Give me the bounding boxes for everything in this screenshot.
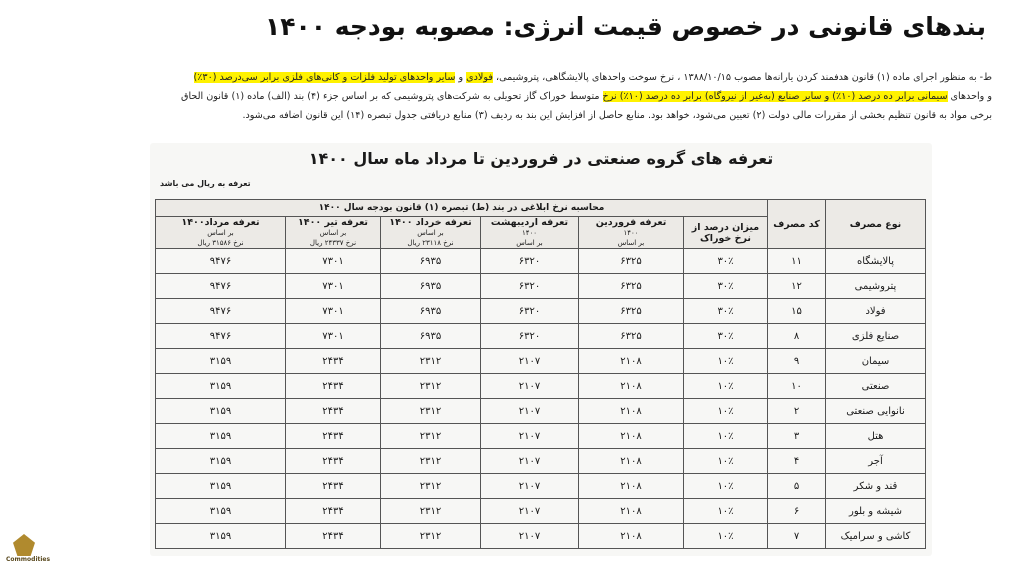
cell-percent: ۳۰٪: [684, 249, 768, 274]
cell-khordad: ۲۳۱۲: [381, 399, 481, 424]
cell-mordad: ۳۱۵۹: [156, 524, 286, 549]
cell-type: سیمان: [826, 349, 926, 374]
cell-farvardin: ۲۱۰۸: [579, 499, 684, 524]
header-tir-label: تعرفه تیر ۱۴۰۰: [298, 217, 368, 228]
commodities-logo: [6, 534, 51, 572]
tariff-table-image: [150, 143, 932, 556]
cell-ordibehesht: ۲۱۰۷: [481, 499, 579, 524]
table-row: [156, 374, 926, 399]
table-row: [156, 424, 926, 449]
law-paragraph: [14, 68, 992, 125]
cell-mordad: ۳۱۵۹: [156, 449, 286, 474]
logo-text: Commodities: [6, 556, 51, 563]
cell-khordad: ۲۳۱۲: [381, 424, 481, 449]
cell-code: ۷: [768, 524, 826, 549]
cell-ordibehesht: ۶۳۲۰: [481, 324, 579, 349]
cell-khordad: ۲۳۱۲: [381, 499, 481, 524]
header-khordad-sub: بر اساس: [417, 229, 444, 237]
cell-khordad: ۲۳۱۲: [381, 524, 481, 549]
cell-percent: ۱۰٪: [684, 449, 768, 474]
highlighted-text: سیمانی برابر ده درصد (۱۰٪) و سایر صنایع (به‌غیر از نیروگاه) برابر ده درصد (۱۰٪) نرخ: [602, 91, 948, 102]
cell-percent: ۱۰٪: [684, 524, 768, 549]
cell-farvardin: ۶۳۲۵: [579, 324, 684, 349]
cell-code: ۱۱: [768, 249, 826, 274]
cell-ordibehesht: ۲۱۰۷: [481, 399, 579, 424]
cell-code: ۶: [768, 499, 826, 524]
cell-percent: ۳۰٪: [684, 324, 768, 349]
cell-khordad: ۲۳۱۲: [381, 474, 481, 499]
cell-ordibehesht: ۲۱۰۷: [481, 349, 579, 374]
cell-mordad: ۹۴۷۶: [156, 249, 286, 274]
cell-mordad: ۳۱۵۹: [156, 349, 286, 374]
paragraph-text: متوسط خوراک گاز تحویلی به شرکت‌های پتروشیمی که بر اساس جزء (۴) بند (الف) ماده (۱) قانون الحاق: [181, 91, 603, 102]
cell-tir: ۲۴۳۴: [286, 399, 381, 424]
currency-note: تعرفه به ریال می باشد: [160, 179, 251, 188]
group-header: محاسبه نرخ ابلاغی در بند (ط) تبصره (۱) قانون بودجه سال ۱۴۰۰: [156, 200, 768, 217]
cell-tir: ۲۴۳۴: [286, 474, 381, 499]
cell-ordibehesht: ۲۱۰۷: [481, 474, 579, 499]
header-percent: میزان درصد از نرخ خوراک: [684, 217, 768, 249]
cell-ordibehesht: ۶۳۲۰: [481, 274, 579, 299]
cell-farvardin: ۶۳۲۵: [579, 274, 684, 299]
cell-mordad: ۳۱۵۹: [156, 499, 286, 524]
table-row: [156, 349, 926, 374]
table-row: [156, 474, 926, 499]
cell-tir: ۷۳۰۱: [286, 249, 381, 274]
cell-type: فولاد: [826, 299, 926, 324]
tariff-table-body: [156, 249, 926, 549]
cell-farvardin: ۶۳۲۵: [579, 249, 684, 274]
header-mordad-sub: بر اساس: [207, 229, 234, 237]
cell-code: ۱۲: [768, 274, 826, 299]
header-ordibehesht-label: تعرفه اردیبهشت: [490, 217, 569, 228]
table-row: [156, 449, 926, 474]
cell-percent: ۱۰٪: [684, 424, 768, 449]
cell-farvardin: ۶۳۲۵: [579, 299, 684, 324]
cell-type: صنایع فلزی: [826, 324, 926, 349]
paragraph-text: و واحدهای: [947, 91, 992, 102]
header-mordad-label: تعرفه مرداد۱۴۰۰: [181, 217, 260, 228]
table-row: [156, 524, 926, 549]
table-row: [156, 249, 926, 274]
cell-tir: ۷۳۰۱: [286, 274, 381, 299]
table-row: [156, 324, 926, 349]
cell-percent: ۱۰٪: [684, 349, 768, 374]
cell-code: ۸: [768, 324, 826, 349]
header-farvardin: [579, 217, 684, 249]
header-tir: [286, 217, 381, 249]
cell-farvardin: ۲۱۰۸: [579, 474, 684, 499]
paragraph-line-2: [14, 87, 992, 106]
header-khordad: [381, 217, 481, 249]
table-row: [156, 399, 926, 424]
cell-code: ۴: [768, 449, 826, 474]
cell-khordad: ۶۹۳۵: [381, 299, 481, 324]
paragraph-text: و: [455, 72, 467, 83]
cell-type: صنعتی: [826, 374, 926, 399]
cell-farvardin: ۲۱۰۸: [579, 374, 684, 399]
cell-code: ۵: [768, 474, 826, 499]
cell-ordibehesht: ۲۱۰۷: [481, 524, 579, 549]
header-tir-sub2: نرخ ۲۴۳۳۷ ریال: [309, 239, 357, 247]
cell-type: آجر: [826, 449, 926, 474]
cell-type: نانوایی صنعتی: [826, 399, 926, 424]
cell-percent: ۱۰٪: [684, 399, 768, 424]
cell-type: پالایشگاه: [826, 249, 926, 274]
cell-farvardin: ۲۱۰۸: [579, 424, 684, 449]
cell-tir: ۲۴۳۴: [286, 449, 381, 474]
cell-farvardin: ۲۱۰۸: [579, 449, 684, 474]
cell-khordad: ۶۹۳۵: [381, 274, 481, 299]
cell-type: قند و شکر: [826, 474, 926, 499]
cell-mordad: ۳۱۵۹: [156, 374, 286, 399]
cell-ordibehesht: ۲۱۰۷: [481, 374, 579, 399]
cell-khordad: ۲۳۱۲: [381, 374, 481, 399]
header-farvardin-sub2: بر اساس: [617, 239, 645, 247]
header-mordad: [156, 217, 286, 249]
cell-percent: ۱۰٪: [684, 374, 768, 399]
tariff-table: [155, 199, 926, 549]
cell-tir: ۷۳۰۱: [286, 324, 381, 349]
cell-tir: ۲۴۳۴: [286, 524, 381, 549]
commodities-logo-icon: [13, 534, 35, 556]
cell-percent: ۱۰٪: [684, 474, 768, 499]
cell-khordad: ۶۹۳۵: [381, 324, 481, 349]
cell-farvardin: ۲۱۰۸: [579, 524, 684, 549]
cell-ordibehesht: ۲۱۰۷: [481, 449, 579, 474]
highlighted-text: فولادی: [466, 72, 493, 83]
paragraph-line-3: [14, 106, 992, 125]
cell-mordad: ۹۴۷۶: [156, 324, 286, 349]
paragraph-line-1: [14, 68, 992, 87]
cell-code: ۱۰: [768, 374, 826, 399]
cell-farvardin: ۲۱۰۸: [579, 399, 684, 424]
header-farvardin-sub: ۱۴۰۰: [623, 229, 639, 237]
paragraph-text: برخی مواد به قانون تنظیم بخشی از مقررات مالی دولت (۲) تعیین می‌شود، خواهد بود. منابع حاصل از افزایش این بند به ردیف (۳) منابع دریافتی جدول تبصره (۱۴) این قانون اضافه می‌شود.: [242, 110, 992, 121]
cell-tir: ۲۴۳۴: [286, 424, 381, 449]
cell-tir: ۲۴۳۴: [286, 374, 381, 399]
cell-code: ۱۵: [768, 299, 826, 324]
header-ordibehesht: [481, 217, 579, 249]
cell-mordad: ۹۴۷۶: [156, 299, 286, 324]
table-title: تعرفه های گروه صنعتی در فروردین تا مرداد ماه سال ۱۴۰۰: [308, 149, 774, 168]
cell-percent: ۳۰٪: [684, 274, 768, 299]
cell-code: ۳: [768, 424, 826, 449]
cell-type: پتروشیمی: [826, 274, 926, 299]
header-tir-sub: بر اساس: [319, 229, 347, 237]
cell-code: ۲: [768, 399, 826, 424]
table-row: [156, 299, 926, 324]
header-code: کد مصرف: [768, 200, 826, 249]
header-type: نوع مصرف: [826, 200, 926, 249]
table-row: [156, 499, 926, 524]
cell-percent: ۳۰٪: [684, 299, 768, 324]
header-ordibehesht-sub: ۱۴۰۰: [521, 229, 538, 237]
cell-mordad: ۳۱۵۹: [156, 399, 286, 424]
cell-tir: ۷۳۰۱: [286, 299, 381, 324]
cell-type: کاشی و سرامیک: [826, 524, 926, 549]
cell-type: هتل: [826, 424, 926, 449]
cell-khordad: ۲۳۱۲: [381, 349, 481, 374]
header-ordibehesht-sub2: بر اساس: [516, 239, 543, 247]
highlighted-text: سایر واحدهای تولید فلزات و کانی‌های فلزی برابر سی‌درصد (۳۰٪): [193, 72, 456, 83]
cell-mordad: ۳۱۵۹: [156, 424, 286, 449]
header-farvardin-label: تعرفه فروردین: [595, 217, 667, 228]
cell-ordibehesht: ۲۱۰۷: [481, 424, 579, 449]
cell-ordibehesht: ۶۳۲۰: [481, 249, 579, 274]
cell-khordad: ۶۹۳۵: [381, 249, 481, 274]
cell-farvardin: ۲۱۰۸: [579, 349, 684, 374]
header-mordad-sub2: نرخ ۳۱۵۸۶ ریال: [197, 239, 244, 247]
cell-tir: ۲۴۳۴: [286, 499, 381, 524]
cell-tir: ۲۴۳۴: [286, 349, 381, 374]
cell-type: شیشه و بلور: [826, 499, 926, 524]
cell-khordad: ۲۳۱۲: [381, 449, 481, 474]
header-khordad-sub2: نرخ ۲۳۱۱۸ ریال: [407, 239, 454, 247]
cell-mordad: ۳۱۵۹: [156, 474, 286, 499]
table-row: [156, 274, 926, 299]
cell-ordibehesht: ۶۳۲۰: [481, 299, 579, 324]
header-khordad-label: تعرفه خرداد ۱۴۰۰: [389, 217, 472, 228]
slide-title: بندهای قانونی در خصوص قیمت انرژی: مصوبه بودجه ۱۴۰۰: [264, 12, 986, 41]
cell-code: ۹: [768, 349, 826, 374]
cell-mordad: ۹۴۷۶: [156, 274, 286, 299]
paragraph-text: ط- به منظور اجرای ماده (۱) قانون هدفمند کردن یارانه‌ها مصوب ۱۳۸۸/۱۰/۱۵ ، نرخ سوخت واحدهای پالایشگاهی، پتروشیمی،: [492, 72, 992, 83]
cell-percent: ۱۰٪: [684, 499, 768, 524]
